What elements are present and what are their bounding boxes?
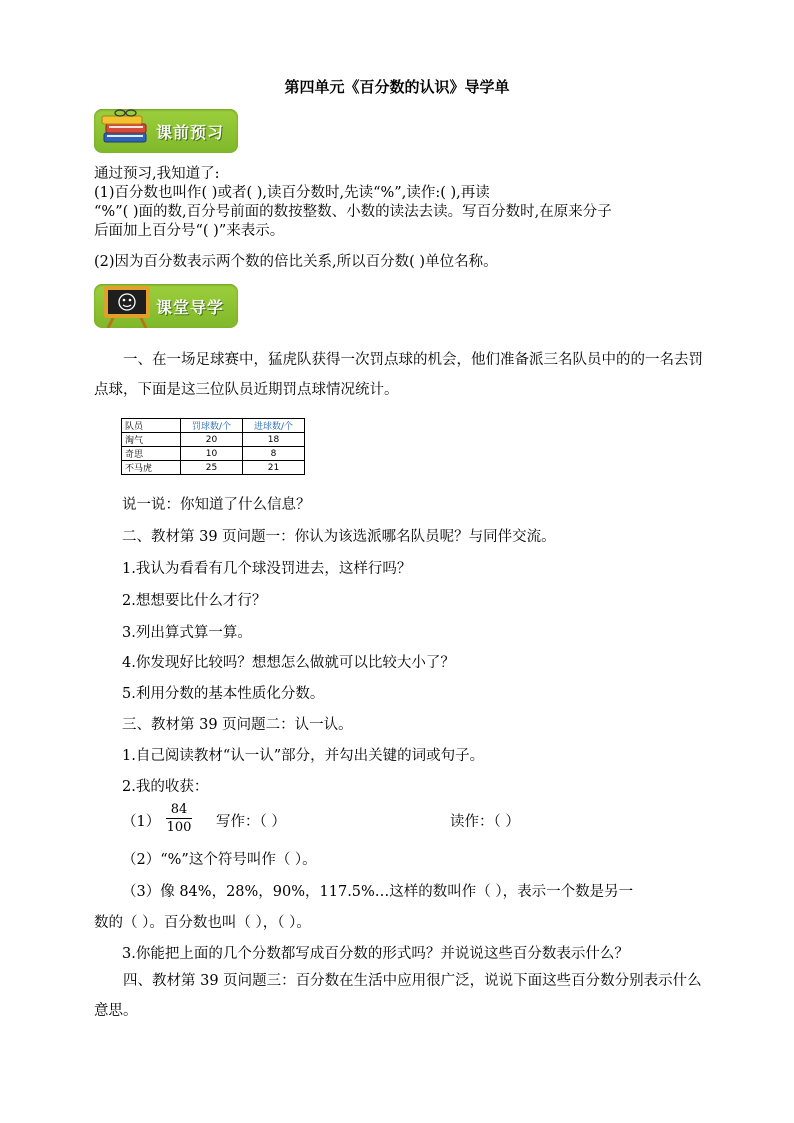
penalty-stats-table (121, 418, 305, 475)
section-2-item: 3.列出算式算一算。 (122, 625, 252, 641)
table-cell: 淘气 (122, 433, 181, 447)
table-header: 队员 (122, 419, 181, 433)
section-1-text: 一、在一场足球赛中，猛虎队获得一次罚点球的机会，他们准备派三名队员中的的一名去罚点球，下面是这三位队员近期罚点球情况统计。 (94, 352, 703, 398)
table-cell: 奇思 (122, 447, 181, 461)
section-2-item: 1.我认为看看有几个球没罚进去，这样行吗？ (122, 561, 412, 577)
preview-q1-line2: “%”( )面的数,百分号前面的数按整数、小数的读法去读。写百分数时,在原来分子 (94, 204, 612, 220)
preview-q1-line3: 后面加上百分号“( )”来表示。 (94, 223, 285, 239)
page-title: 第四单元《百分数的认识》导学单 (284, 78, 510, 96)
harvest-1-prefix: （1） (122, 814, 161, 830)
section-2-item: 4.你发现好比较吗？想想怎么做就可以比较大小了？ (122, 655, 455, 671)
preview-q2: (2)因为百分数表示两个数的倍比关系,所以百分数( )单位名称。 (94, 254, 498, 270)
table-header-row (122, 419, 305, 433)
table-cell: 18 (243, 433, 305, 447)
table-row (122, 433, 305, 447)
books-icon (98, 105, 154, 151)
section-4-text: 四、教材第 39 页问题三：百分数在生活中应用很广泛，说说下面这些百分数分别表示什么意思。 (94, 973, 702, 1019)
classroom-banner (94, 284, 238, 328)
section-2-heading: 二、教材第 39 页问题一：你认为该选派哪名队员呢？与同伴交流。 (122, 529, 556, 545)
section-3-item: 2.我的收获： (122, 779, 209, 795)
preview-q1-line1: (1)百分数也叫作( )或者( ),读百分数时,先读“%”,读作:( ),再读 (94, 185, 490, 201)
fraction-84-over-100 (166, 801, 192, 837)
section-3-item: 3.你能把上面的几个分数都写成百分数的形式吗？并说说这些百分数表示什么？ (122, 946, 629, 962)
section-3-heading: 三、教材第 39 页问题二：认一认。 (122, 717, 353, 733)
table-header: 罚球数/个 (181, 419, 243, 433)
say-prompt: 说一说：你知道了什么信息？ (122, 497, 311, 513)
preview-banner-label: 课前预习 (156, 123, 225, 142)
table-cell: 20 (181, 433, 243, 447)
table-cell: 不马虎 (122, 461, 181, 475)
harvest-1-read: 读作：（ ） (450, 814, 520, 830)
fraction-denominator: 100 (166, 820, 192, 835)
table-row (122, 461, 305, 475)
fraction-numerator: 84 (166, 801, 192, 819)
section-3-item: 1.自己阅读教材“认一认”部分，并勾出关键的词或句子。 (122, 748, 485, 764)
harvest-1-write: 写作：（ ） (216, 814, 286, 830)
table-row (122, 447, 305, 461)
table-cell: 25 (181, 461, 243, 475)
harvest-2: （2）“%”这个符号叫作（ ）。 (122, 852, 317, 868)
section-2-item: 5.利用分数的基本性质化分数。 (122, 686, 325, 702)
harvest-3-line1: （3）像 84%，28%，90%，117.5%…这样的数叫作（ ），表示一个数是另一 (122, 884, 634, 900)
preview-intro: 通过预习,我知道了: (94, 166, 220, 182)
section-2-item: 2.想想要比什么才行？ (122, 593, 267, 609)
table-cell: 10 (181, 447, 243, 461)
harvest-3-line2: 数的（ ）。百分数也叫（ ），（ ）。 (94, 915, 311, 931)
table-cell: 8 (243, 447, 305, 461)
table-header: 进球数/个 (243, 419, 305, 433)
blackboard-icon (100, 282, 154, 328)
classroom-banner-label: 课堂导学 (156, 298, 225, 317)
table-cell: 21 (243, 461, 305, 475)
preview-banner (94, 109, 238, 153)
